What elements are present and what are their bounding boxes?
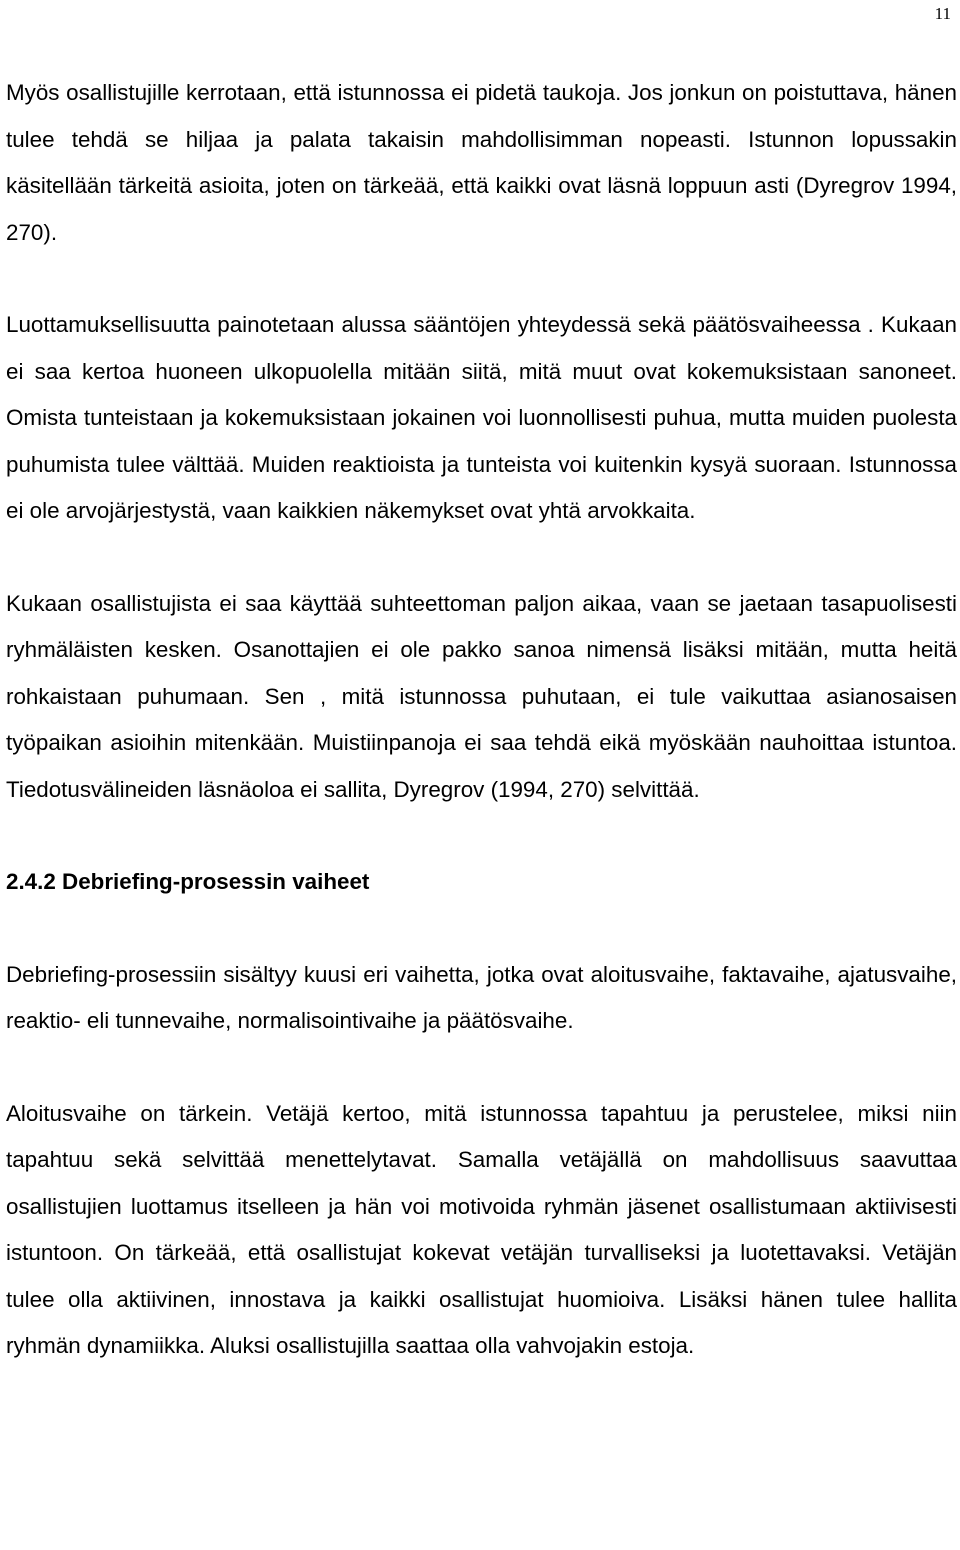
paragraph-opening-phase: Aloitusvaihe on tärkein. Vetäjä kertoo, mitä istunnossa tapahtuu ja perustelee, miksi niin tapahtuu sekä selvittää menettelytavat. Samalla vetäjällä on mahdollisuus saavuttaa osallistujien luottamus itselleen ja hän voi motivoida ryhmän jäsenet osallistumaan aktiivisesti istuntoon. On tärkeää, että osallistujat kokevat vetäjän turvalliseksi ja luotettavaksi. Vetäjän tulee olla aktiivinen, innostava ja kaikki osallistujat huomioiva. Lisäksi hänen tulee hallita ryhmän dynamiikka. Aluksi osallistujilla saattaa olla vahvojakin estoja. xyxy=(6,1100,957,1358)
paragraph-speaking-time: Kukaan osallistujista ei saa käyttää suhteettoman paljon aikaa, vaan se jaetaan tasapuolisesti ryhmäläisten kesken. Osanottajien ei ole pakko sanoa nimensä lisäksi mitään, mutta heitä rohkaistaan puhumaan. Sen , mitä istunnossa puhutaan, ei tule vaikuttaa asianosaisen työpaikan asioihin mitenkään. Muistiinpanoja ei saa tehdä eikä myöskään nauhoittaa istuntoa. Tiedotusvälineiden läsnäoloa ei sallita, Dyregrov (1994, 270) selvittää. xyxy=(6,590,957,802)
paragraph-confidentiality: Luottamuksellisuutta painotetaan alussa sääntöjen yhteydessä sekä päätösvaiheessa . Kukaan ei saa kertoa huoneen ulkopuolella mitään siitä, mitä muut ovat kokemuksistaan sanoneet. Omista tunteistaan ja kokemuksistaan jokainen voi luonnollisesti puhua, mutta muiden puolesta puhumista tulee välttää. Muiden reaktioista ja tunteista voi kuitenkin kysyä suoraan. Istunnossa ei ole arvojärjestystä, vaan kaikkien näkemykset ovat yhtä arvokkaita. xyxy=(6,312,957,523)
document-body xyxy=(6,70,957,1416)
paragraph-process-phases: Debriefing-prosessiin sisältyy kuusi eri vaihetta, jotka ovat aloitusvaihe, faktavaihe, ajatusvaihe, reaktio- eli tunnevaihe, normalisointivaihe ja päätösvaihe. xyxy=(6,961,957,1033)
paragraph-breaks: Myös osallistujille kerrotaan, että istunnossa ei pidetä taukoja. Jos jonkun on poistuttava, hänen tulee tehdä se hiljaa ja palata takaisin mahdollisimman nopeasti. Istunnon lopussakin käsitellään tärkeitä asioita, joten on tärkeää, että kaikki ovat läsnä loppuun asti (Dyregrov 1994, 270). xyxy=(6,80,957,245)
section-heading: 2.4.2 Debriefing-prosessin vaiheet xyxy=(6,869,370,894)
page-number: 11 xyxy=(934,4,951,23)
